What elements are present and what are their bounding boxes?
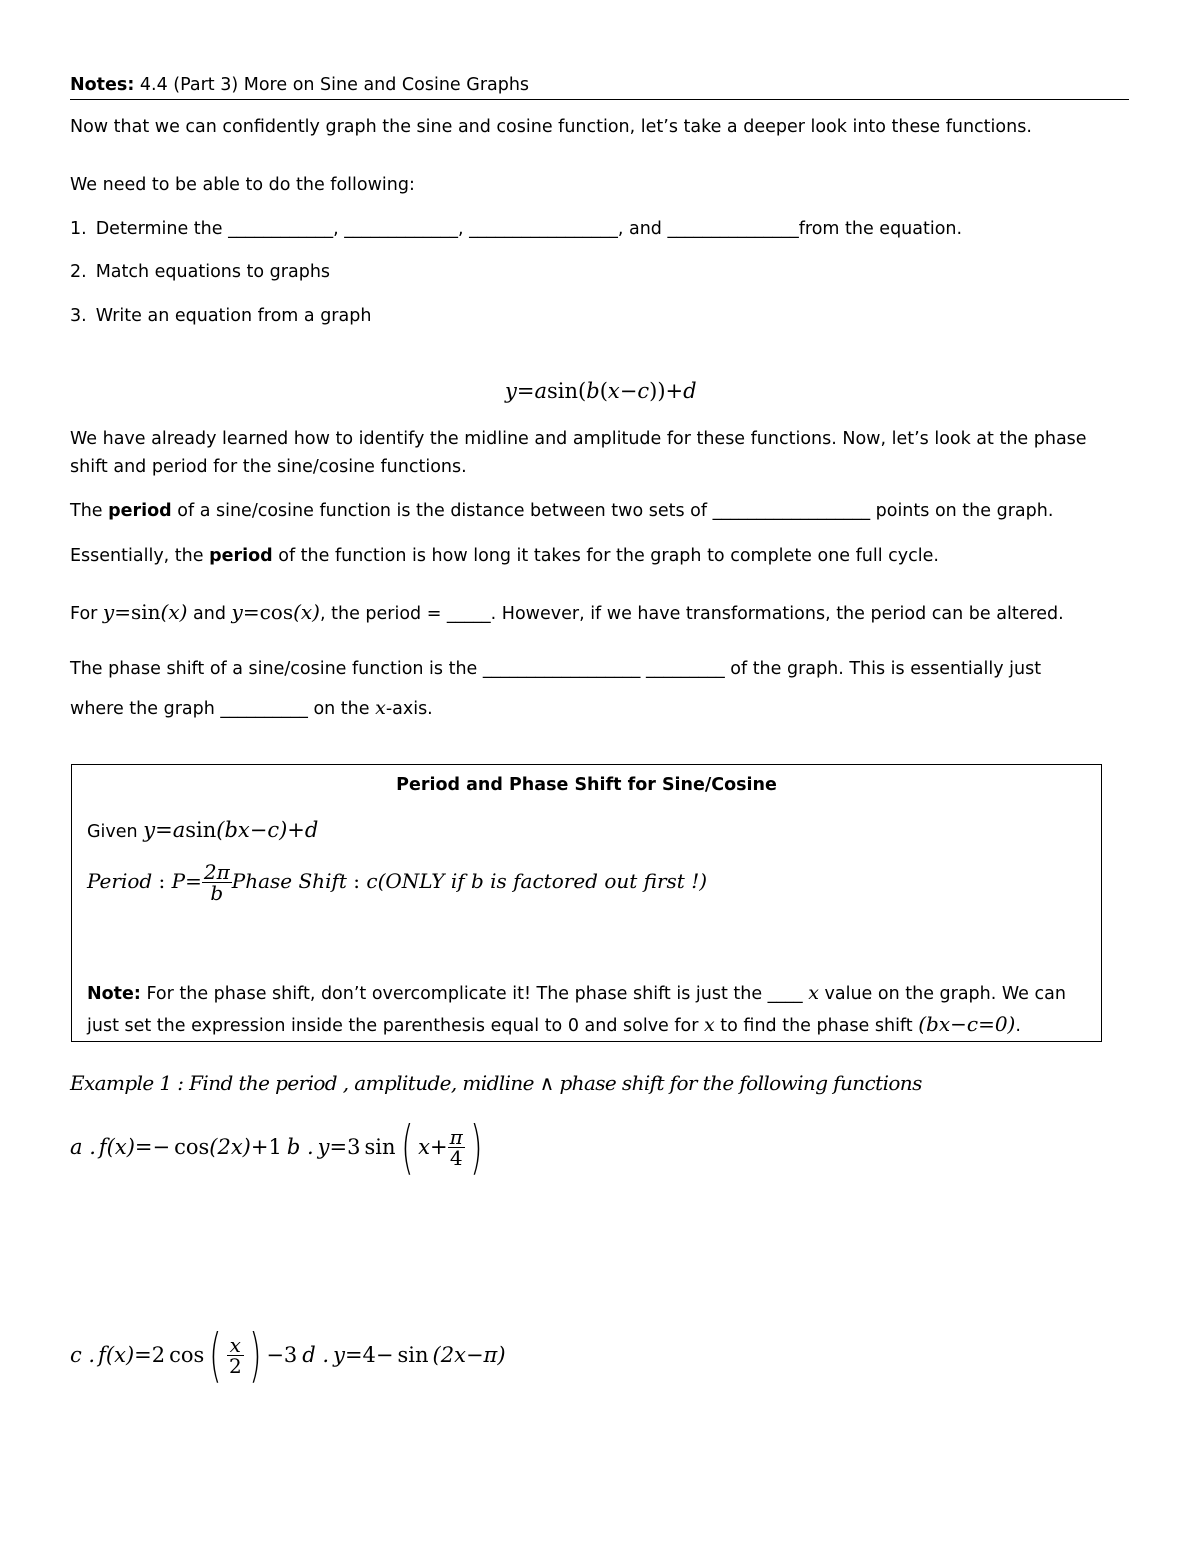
example-heading: Example 1 : Find the period , amplitude, midline ∧ phase shift for the following functions (70, 1071, 922, 1095)
example-b-label: b . (286, 1135, 314, 1159)
example-c-label: c . (70, 1343, 96, 1367)
pi-over-4-fraction: $\frac{\pi}{4}$ (449, 1124, 463, 1170)
notes-label: Notes: (70, 75, 135, 95)
example-a-label: a . (70, 1135, 96, 1159)
intro-text: Now that we can confidently graph the sine and cosine function, let’s take a deeper look into these functions. (70, 117, 1032, 137)
period-definition: The period of a sine/cosine function is the distance between two sets of __________________ points on the graph. (70, 501, 1054, 521)
period-for-sin-cos: For y=sin(x) and y=cos(x), the period = _____. However, if we have transformations, the period can be altered. (70, 600, 1064, 624)
example-cd: c . f (x) =2 cos ( $\frac{x}{2}$ ) −3 d . y =4− sin (2x−π) (70, 1321, 506, 1389)
box-title: Period and Phase Shift for Sine/Cosine (396, 775, 777, 795)
list-item-3: 3. Write an equation from a graph (70, 306, 372, 326)
right-paren: ) (248, 1321, 262, 1389)
example-d-label: d . (302, 1343, 330, 1367)
main-equation: y=asin(b(x−c))+d (505, 379, 697, 403)
header-rule (70, 99, 1129, 100)
page-header (70, 75, 529, 95)
list-item-1: 1. Determine the ____________, _____________, _________________, and _______________from the equation. (70, 219, 963, 239)
blank: _____________ (344, 219, 458, 239)
need-heading: We need to be able to do the following: (70, 175, 415, 195)
paragraph-line: shift and period for the sine/cosine functions. (70, 457, 467, 477)
left-paren: ( (209, 1321, 222, 1389)
list-item-2: 2. Match equations to graphs (70, 262, 331, 282)
left-paren: ( (400, 1113, 414, 1181)
list-num: 1. (70, 219, 87, 239)
blank: _______________ (667, 219, 799, 239)
phase-shift-line-2: where the graph __________ on the x-axis. (70, 697, 433, 719)
period-fraction: $\frac{2\pi}{b}$ (203, 860, 230, 905)
phase-shift-line-1: The phase shift of a sine/cosine function is the __________________ _________ of the graph. This is essentially just (70, 659, 1042, 679)
x-over-2-fraction: $\frac{x}{2}$ (228, 1332, 242, 1378)
paragraph-line: We have already learned how to identify the midline and amplitude for these functions. Now, let’s look at the phase (70, 429, 1087, 449)
blank: _________________ (469, 219, 618, 239)
blank: ____________ (228, 219, 334, 239)
box-given: Given y=asin(bx−c)+d (87, 818, 319, 842)
box-note-line-1: Note: For the phase shift, don’t overcomplicate it! The phase shift is just the ____ x value on the graph. We can (87, 982, 1066, 1004)
right-paren: ) (469, 1113, 483, 1181)
example-ab: a . f (x) =− cos (2x) +1 b . y =3 sin ( x+ $\frac{\pi}{4}$ ) (70, 1113, 483, 1181)
period-essentially: Essentially, the period of the function is how long it takes for the graph to complete one full cycle. (70, 546, 939, 566)
header-title: 4.4 (Part 3) More on Sine and Cosine Graphs (134, 75, 530, 95)
box-period-formula: Period : P= $\frac{2\pi}{b}$ Phase Shift : c(ONLY if b is factored out first !) (87, 860, 708, 905)
box-note-line-2: just set the expression inside the parenthesis equal to 0 and solve for x to find the phase shift (bx−c=0). (87, 1012, 1021, 1036)
